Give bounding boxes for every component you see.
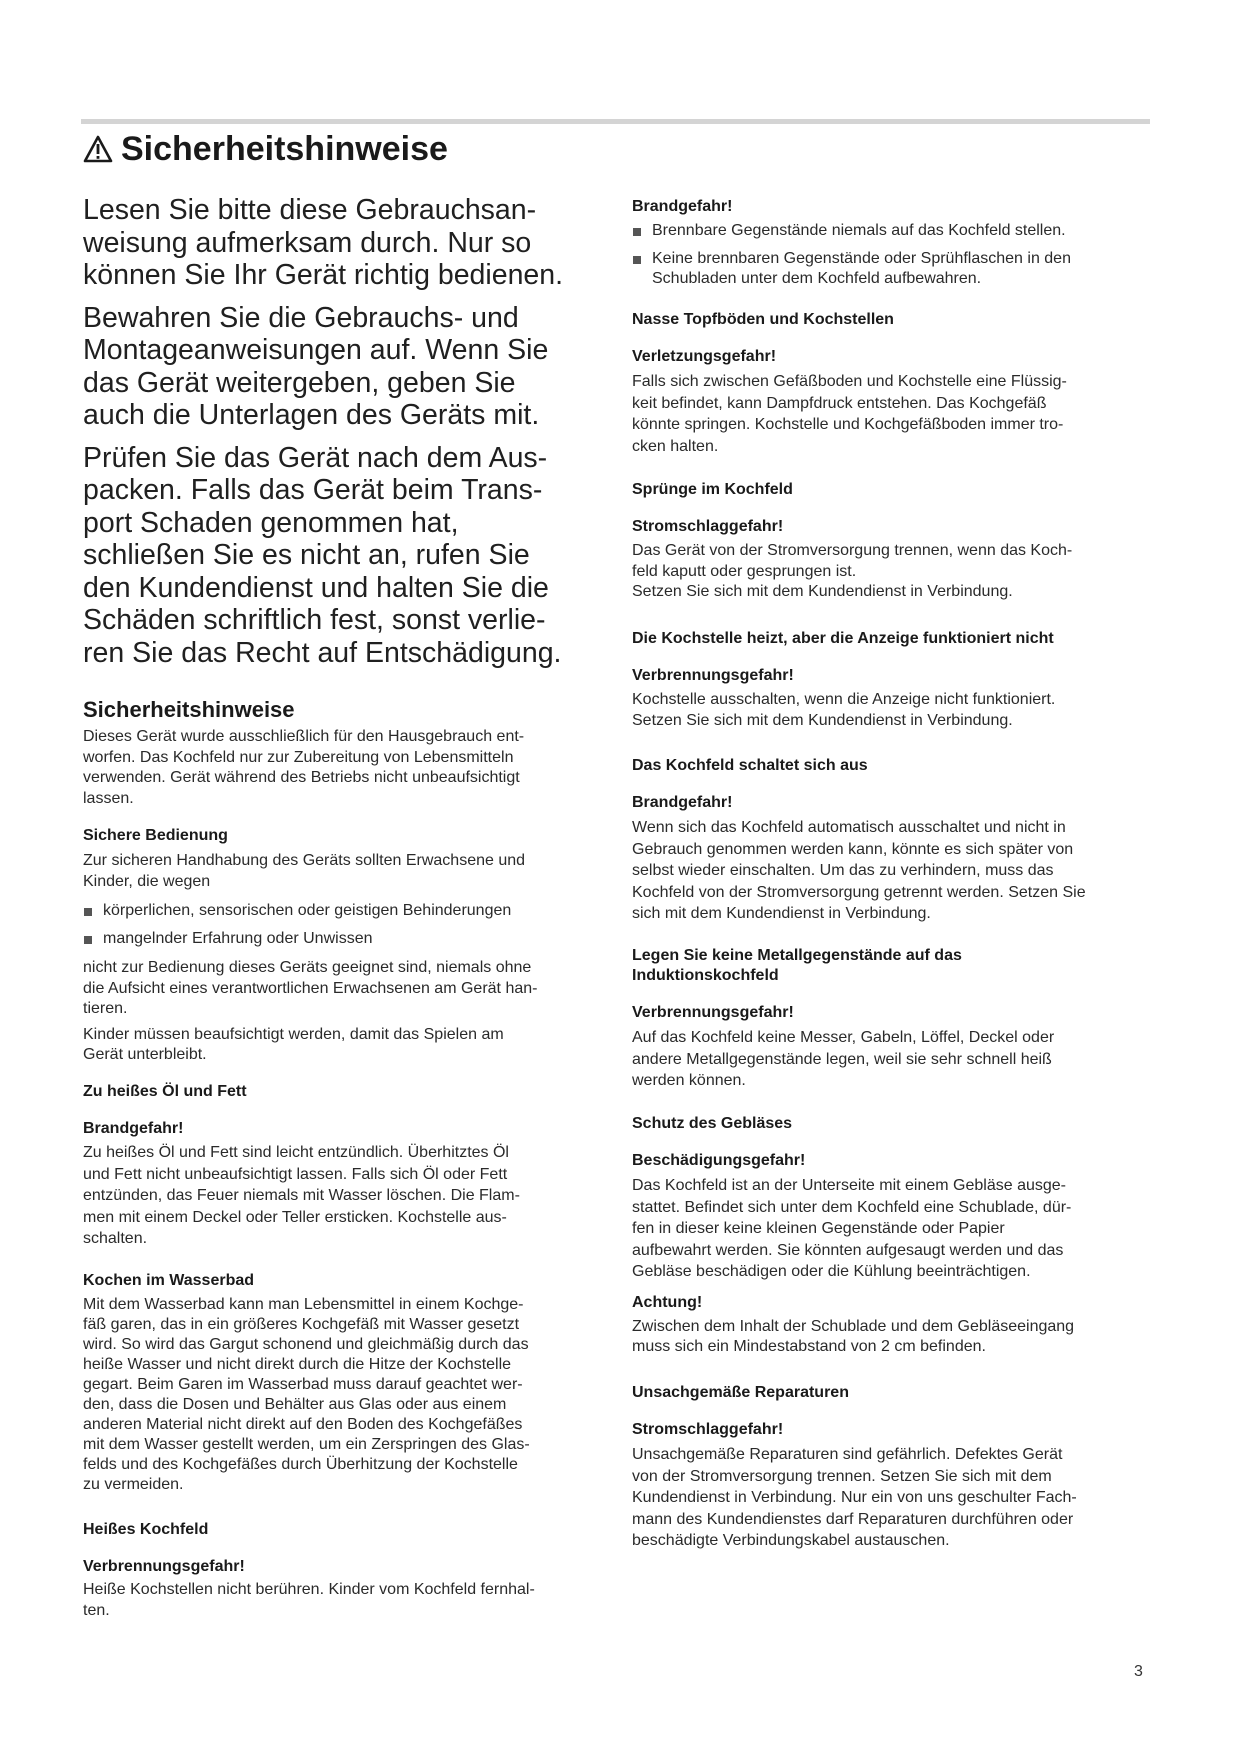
list-item-text: Brennbare Gegenstände niemals auf das Kochfeld stellen. — [652, 222, 1066, 239]
section-fire — [632, 197, 1152, 290]
list-item — [632, 221, 1152, 242]
warning-label: Verletzungsgefahr! — [632, 348, 777, 365]
page-title — [83, 128, 448, 170]
warning-label: Stromschlaggefahr! — [632, 518, 784, 535]
section-text: Zwischen dem Inhalt der Schublade und dem Gebläseeingang muss sich ein Mindestabstand von 2 cm befinden. — [632, 1317, 1075, 1355]
list-item — [632, 249, 1152, 290]
section-heading: Die Kochstelle heizt, aber die Anzeige funktioniert nicht — [632, 630, 1054, 647]
section-safety — [83, 697, 603, 809]
list-item — [83, 901, 603, 922]
list-item-text: körperlichen, sensorischen oder geistigen Behinderungen — [103, 902, 512, 919]
section-text: Das Gerät von der Stromversorgung trennen, wenn das Koch- feld kaputt oder gesprungen ist. Setzen Sie sich mit dem Kundendienst in Verbindung. — [632, 542, 1073, 600]
section-metal — [632, 946, 1152, 1092]
bullet-icon — [633, 228, 641, 236]
section-text: Zur sicheren Handhabung des Geräts sollten Erwachsene und Kinder, die wegen — [83, 852, 526, 890]
section-text: Zu heißes Öl und Fett sind leicht entzündlich. Überhitztes Öl und Fett nicht unbeaufsichtigt lassen. Falls sich Öl oder Fett entzünden, das Feuer niemals mit Wasser löschen. Die Flam- men mit einem Deckel oder Teller ersticken. Kochstelle aus- schalten. — [83, 1144, 520, 1247]
warning-label: Verbrennungsgefahr! — [632, 667, 794, 684]
section-heading: Legen Sie keine Metallgegenstände auf das Induktionskochfeld — [632, 947, 962, 984]
section-safe-operation — [83, 826, 603, 1066]
bullet-list — [632, 221, 1152, 290]
section-text: nicht zur Bedienung dieses Geräts geeignet sind, niemals ohne die Aufsicht eines verantwortlichen Erwachsenen am Gerät han- tieren. — [83, 959, 538, 1017]
section-text: Heiße Kochstellen nicht berühren. Kinder vom Kochfeld fernhal- ten. — [83, 1581, 535, 1619]
bullet-icon — [84, 908, 92, 916]
section-cracks — [632, 480, 1152, 603]
section-heading: Heißes Kochfeld — [83, 1521, 209, 1538]
warning-label: Brandgefahr! — [632, 794, 733, 811]
bullet-list — [83, 901, 603, 949]
section-heading: Das Kochfeld schaltet sich aus — [632, 757, 868, 774]
top-rule — [81, 119, 1150, 124]
section-hot-hob — [83, 1520, 603, 1621]
page-number: 3 — [1134, 1663, 1143, 1680]
intro-paragraph: Lesen Sie bitte diese Gebrauchsan- weisung aufmerksam durch. Nur so können Sie Ihr Gerät richtig bedienen. — [83, 194, 564, 291]
section-heading: Sichere Bedienung — [83, 827, 228, 844]
section-heading: Nasse Topfböden und Kochstellen — [632, 311, 894, 328]
intro-paragraph: Bewahren Sie die Gebrauchs- und Montageanweisungen auf. Wenn Sie das Gerät weitergeben, geben Sie auch die Unterlagen des Geräts mit. — [83, 301, 549, 431]
warning-label: Brandgefahr! — [632, 198, 733, 215]
list-item-text: mangelnder Erfahrung oder Unwissen — [103, 929, 373, 947]
section-heading: Unsachgemäße Reparaturen — [632, 1384, 849, 1401]
section-heading: Schutz des Gebläses — [632, 1115, 793, 1132]
intro-paragraph: Prüfen Sie das Gerät nach dem Aus- packen. Falls das Gerät beim Trans- port Schaden genommen hat, schließen Sie es nicht an, rufen Sie den Kundendienst und halten Sie die Schäden schriftlich fest, sonst verlie- ren Sie das Recht auf Entschädigung. — [83, 441, 562, 669]
section-text: Das Kochfeld ist an der Unterseite mit einem Gebläse ausge- stattet. Befindet sich unter dem Kochfeld eine Schublade, dür- fen in dieser keine kleinen Gegenstände oder Papier aufbewahrt werden. Sie könnten aufgesaugt werden und das Gebläse beschädigen oder die Kühlung beeinträchtigen. — [632, 1177, 1072, 1280]
list-item-text: Keine brennbaren Gegenstände oder Sprühflaschen in den Schubladen unter dem Kochfeld aufbewahren. — [652, 249, 1071, 287]
section-text: Falls sich zwischen Gefäßboden und Kochstelle eine Flüssig- keit befindet, kann Dampfdruck entstehen. Das Kochgefäß könnte springen. Kochstelle und Kochgefäßboden immer tro- cken halten. — [632, 373, 1067, 455]
section-text: Dieses Gerät wurde ausschließlich für den Hausgebrauch ent- worfen. Das Kochfeld nur zur Zubereitung von Lebensmitteln verwenden. Gerät während des Betriebs nicht unbeaufsichtigt lassen. — [83, 728, 525, 807]
section-text: Wenn sich das Kochfeld automatisch ausschaltet und nicht in Gebrauch genommen werden kann, könnte es sich später von selbst wieder einschalten. Um das zu verhindern, muss das Kochfeld von der Stromversorgung getrennt werden. Setzen Sie sich mit dem Kundendienst in Verbindung. — [632, 819, 1086, 922]
section-water-bath — [83, 1271, 603, 1495]
bullet-icon — [84, 936, 92, 944]
intro — [83, 194, 613, 679]
warning-label: Stromschlaggefahr! — [632, 1421, 784, 1438]
bullet-icon — [633, 256, 641, 264]
warning-label: Beschädigungsgefahr! — [632, 1152, 806, 1169]
section-hot-oil — [83, 1082, 603, 1250]
section-heading: Sprünge im Kochfeld — [632, 481, 793, 498]
warning-label: Achtung! — [632, 1293, 703, 1311]
section-text: Mit dem Wasserbad kann man Lebensmittel in einem Kochge- fäß garen, das in ein größeres Kochgefäß mit Wasser gesetzt wird. So wird das Gargut schonend und gleichmäßig durch das heiße Wasser und nicht direkt durch die Hitze der Kochstelle gegart. Beim Garen im Wasserbad muss darauf geachtet wer- den, dass die Dosen und Behälter aus Glas oder aus einem anderen Material nicht direkt auf den Boden des Kochgefäßes mit dem Wasser gestellt werden, um ein Zerspringen des Glas- felds und des Kochgefäßes durch Überhitzung der Kochstelle zu vermeiden. — [83, 1296, 530, 1493]
section-text: Unsachgemäße Reparaturen sind gefährlich. Defektes Gerät von der Stromversorgung trennen. Setzen Sie sich mit dem Kundendienst in Verbindung. Nur ein von uns geschulter Fach- mann des Kundendienstes darf Reparaturen durchführen oder beschädigte Verbindungskabel austauschen. — [632, 1446, 1077, 1549]
warning-label: Verbrennungsgefahr! — [83, 1558, 245, 1575]
section-repairs — [632, 1383, 1152, 1552]
page-title-text: Sicherheitshinweise — [121, 130, 448, 168]
section-heading: Sicherheitshinweise — [83, 697, 295, 722]
section-heading: Kochen im Wasserbad — [83, 1272, 255, 1289]
warning-label: Brandgefahr! — [83, 1120, 184, 1137]
list-item — [83, 929, 603, 950]
section-display — [632, 629, 1152, 731]
section-text: Kinder müssen beaufsichtigt werden, damit das Spielen am Gerät unterbleibt. — [83, 1025, 504, 1063]
section-text: Kochstelle ausschalten, wenn die Anzeige nicht funktioniert. Setzen Sie sich mit dem Kundendienst in Verbindung. — [632, 691, 1056, 729]
section-text: Auf das Kochfeld keine Messer, Gabeln, Löffel, Deckel oder andere Metallgegenstände legen, weil sie sehr schnell heiß werden können. — [632, 1029, 1055, 1089]
warning-triangle-icon — [83, 135, 113, 163]
section-wet-pans — [632, 310, 1152, 457]
section-heading: Zu heißes Öl und Fett — [83, 1083, 247, 1100]
section-fan — [632, 1114, 1152, 1358]
section-switch-off — [632, 756, 1152, 925]
warning-label: Verbrennungsgefahr! — [632, 1004, 794, 1021]
